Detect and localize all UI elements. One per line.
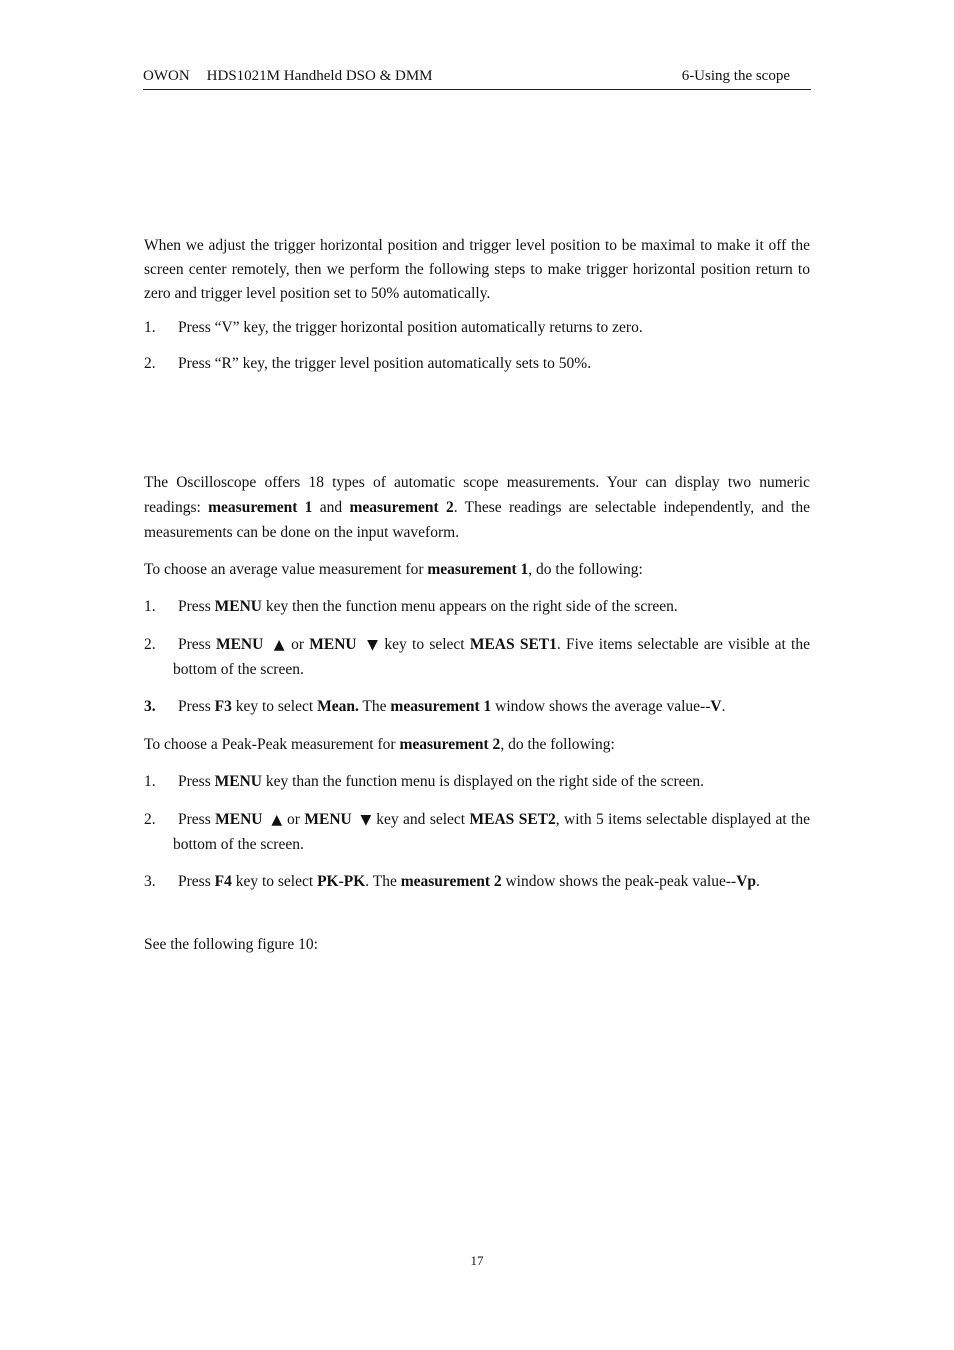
menu-key: MENU bbox=[214, 773, 262, 790]
step-number: 3. bbox=[144, 873, 156, 890]
meas-set1-label: MEAS SET1 bbox=[469, 636, 557, 653]
trigger-step-1 bbox=[144, 316, 810, 341]
average-step-2: 2. Press MENU ▲ or MENU ▼ key to select MEAS SET1. Five items selectable are visible at the bottom of the screen. bbox=[144, 633, 810, 682]
step-number: 2. bbox=[144, 355, 156, 372]
down-arrow-icon: ▼ bbox=[360, 812, 372, 828]
average-step-3: 3. Press F3 key to select Mean. The measurement 1 window shows the average value--V. bbox=[144, 695, 810, 720]
page-header bbox=[143, 66, 811, 90]
step-number: 3. bbox=[144, 698, 156, 715]
header-product: HDS1021M Handheld DSO & DMM bbox=[206, 68, 433, 84]
measurement-2-term: measurement 2 bbox=[349, 499, 454, 516]
menu-key: MENU bbox=[215, 636, 264, 653]
page-number: 17 bbox=[470, 1253, 484, 1268]
step-number: 2. bbox=[144, 811, 156, 828]
step-number: 2. bbox=[144, 636, 156, 653]
step-number: 1. bbox=[144, 598, 156, 615]
menu-key: MENU bbox=[309, 636, 357, 653]
see-figure-text: See the following figure 10: bbox=[144, 936, 318, 953]
f3-key: F3 bbox=[214, 698, 232, 715]
peak-measurement-lead: To choose a Peak-Peak measurement for measurement 2, do the following: bbox=[144, 736, 615, 753]
measurement-1-term: measurement 1 bbox=[208, 499, 313, 516]
menu-key: MENU bbox=[214, 598, 262, 615]
average-step-1: 1. Press MENU key then the function menu appears on the right side of the screen. bbox=[144, 595, 810, 620]
peak-step-1: 1. Press MENU key than the function menu is displayed on the right side of the screen. bbox=[144, 770, 810, 795]
average-measurement-lead: To choose an average value measurement for measurement 1, do the following: bbox=[144, 561, 643, 578]
step-number: 1. bbox=[144, 319, 156, 336]
down-arrow-icon: ▼ bbox=[367, 637, 380, 653]
menu-key: MENU bbox=[304, 811, 352, 828]
header-section: 6-Using the scope bbox=[681, 68, 790, 84]
step-text: Press “V” key, the trigger horizontal position automatically returns to zero. bbox=[178, 319, 643, 336]
up-arrow-icon: ▲ bbox=[273, 637, 286, 653]
up-arrow-icon: ▲ bbox=[271, 812, 283, 828]
header-title bbox=[143, 68, 433, 85]
header-brand: OWON bbox=[143, 68, 190, 84]
menu-key: MENU bbox=[215, 811, 263, 828]
measurements-intro: The Oscilloscope offers 18 types of automatic scope measurements. Your can display two numeric readings: measurement 1 and measurement 2. These readings are selectable independently, and the measurements can be done on the input waveform. bbox=[144, 474, 810, 541]
peak-step-2: 2. Press MENU ▲ or MENU ▼ key and select MEAS SET2, with 5 items selectable displayed at the bottom of the screen. bbox=[144, 808, 810, 857]
peak-step-3: 3. Press F4 key to select PK-PK. The measurement 2 window shows the peak-peak value--Vp. bbox=[144, 870, 810, 895]
f4-key: F4 bbox=[214, 873, 232, 890]
meas-set2-label: MEAS SET2 bbox=[469, 811, 556, 828]
step-number: 1. bbox=[144, 773, 156, 790]
trigger-reset-intro: When we adjust the trigger horizontal position and trigger level position to be maximal to make it off the screen center remotely, then we perform the following steps to make trigger horizontal position return to zero and trigger level position set to 50% automatically. bbox=[144, 237, 810, 302]
step-text: Press “R” key, the trigger level position automatically sets to 50%. bbox=[178, 355, 592, 372]
trigger-step-2 bbox=[144, 352, 810, 377]
